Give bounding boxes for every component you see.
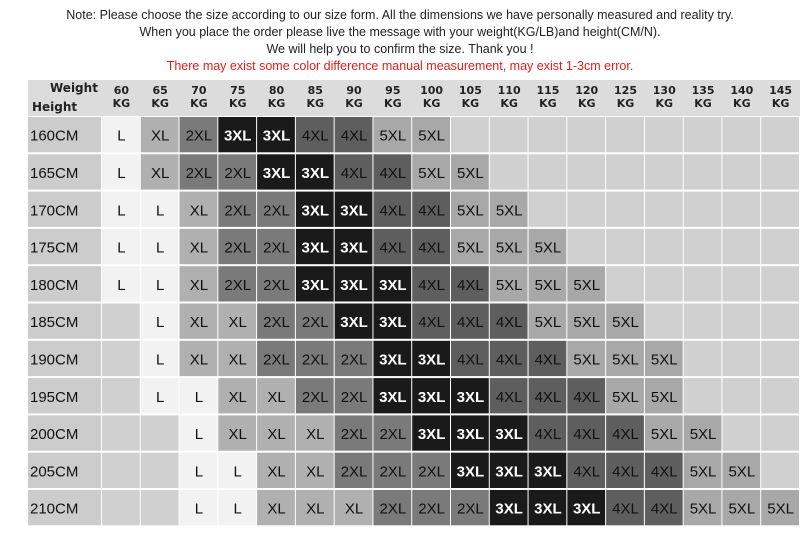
weight-header-unit: KG [345,97,363,110]
size-label: L [194,388,204,406]
size-label: 2XL [418,500,445,518]
weight-header-value: 120 [575,84,599,97]
size-label: 5XL [689,500,717,518]
size-label: 4XL [340,164,368,182]
size-cell [684,229,722,264]
size-cell [102,415,140,450]
note-line-3: We will help you to confirm the size. Thank you ! [266,42,534,56]
size-label: L [155,351,165,369]
size-label: 3XL [379,276,407,294]
size-cell [490,117,528,152]
size-cell [102,341,140,376]
size-label: 4XL [573,463,601,481]
size-label: 4XL [612,426,639,444]
size-label: 2XL [224,202,252,220]
size-label: 5XL [689,463,717,481]
weight-header-unit: KG [577,97,596,110]
size-cell [722,154,760,189]
size-cell [606,154,644,189]
size-cell [606,266,644,301]
size-label: 5XL [534,314,562,332]
weight-header-value: 85 [307,84,323,97]
size-cell [722,341,760,376]
size-label: 4XL [495,388,523,406]
size-label: 4XL [379,239,407,257]
size-cell [684,154,722,189]
weight-header-value: 125 [614,84,637,97]
size-label: XL [267,388,286,406]
size-cell [490,154,528,189]
size-label: 2XL [263,314,290,332]
size-label: L [117,276,126,294]
size-label: 2XL [379,500,407,518]
note-warning: There may exist some color difference manual measurement, may exist 1-3cm error. [166,59,634,73]
size-label: 3XL [572,500,601,518]
weight-header-value: 145 [769,84,793,97]
size-label: XL [306,426,325,444]
size-label: 4XL [418,276,445,294]
weight-header-value: 100 [420,84,444,97]
size-label: XL [150,127,170,145]
size-label: 3XL [534,500,562,518]
size-label: 4XL [457,314,484,332]
size-label: 3XL [495,500,523,518]
size-label: 2XL [185,164,213,182]
size-cell [102,453,140,488]
weight-header-unit: KG [771,97,790,110]
size-cell [722,415,760,450]
size-label: XL [189,351,209,369]
weight-header-unit: KG [267,97,286,110]
size-label: 3XL [301,276,330,294]
size-cell [761,304,799,339]
height-value: 190CM [30,351,79,369]
size-label: 5XL [573,351,601,369]
weight-header-unit: KG [384,97,402,110]
size-label: 3XL [456,463,485,481]
weight-header-value: 115 [536,84,560,97]
size-label: 4XL [495,351,523,369]
height-value: 165CM [30,164,79,182]
size-label: 2XL [263,239,290,257]
size-label: 3XL [495,463,523,481]
weight-header-value: 70 [191,84,207,97]
size-cell [102,378,140,413]
size-cell [567,229,605,264]
size-label: XL [306,500,325,518]
size-label: XL [228,351,247,369]
size-label: 4XL [379,202,407,220]
size-label: 5XL [457,164,484,182]
height-value: 210CM [30,500,79,518]
size-label: 2XL [379,426,407,444]
size-cell [722,192,760,227]
size-label: XL [267,500,286,518]
size-label: 5XL [379,127,407,145]
size-label: L [155,276,165,294]
size-label: XL [189,276,209,294]
size-label: 4XL [340,127,368,145]
size-label: 5XL [612,314,639,332]
size-label: L [155,239,165,257]
size-label: XL [267,463,286,481]
size-cell [102,490,140,525]
size-label: 5XL [650,351,678,369]
size-label: 4XL [612,500,639,518]
size-label: 4XL [612,463,639,481]
size-cell [684,341,722,376]
size-label: 4XL [650,463,678,481]
size-label: 2XL [224,239,252,257]
size-label: 2XL [340,388,368,406]
size-cell [645,117,683,152]
size-cell [761,378,799,413]
size-label: 3XL [417,388,446,406]
size-label: XL [306,463,325,481]
size-label: L [117,127,126,145]
weight-header-value: 95 [385,84,401,97]
size-label: 2XL [185,127,213,145]
size-cell [761,415,799,450]
size-cell [141,415,179,450]
size-cell [761,192,799,227]
size-label: 3XL [262,127,291,145]
size-label: 5XL [418,127,445,145]
weight-header-unit: KG [422,97,441,110]
size-cell [761,341,799,376]
weight-header-value: 140 [730,84,754,97]
height-value: 195CM [30,388,79,406]
size-label: 3XL [301,164,330,182]
size-cell [761,229,799,264]
size-label: L [117,164,126,182]
size-label: 3XL [340,202,368,220]
size-label: XL [189,202,209,220]
height-value: 170CM [30,202,79,220]
size-label: 4XL [301,127,329,145]
size-label: XL [228,388,247,406]
size-cell [722,304,760,339]
note-line-1: Note: Please choose the size according to our size form. All the dimensions we have personally measured and reality try. [66,8,734,22]
size-cell [141,453,179,488]
size-label: L [155,388,165,406]
weight-header-value: 90 [346,84,362,97]
size-label: 5XL [534,239,562,257]
size-cell [567,117,605,152]
size-label: 5XL [689,426,717,444]
weight-header-unit: KG [539,97,557,110]
size-cell [645,304,683,339]
size-label: 5XL [728,463,756,481]
weight-header-value: 75 [230,84,246,97]
height-value: 185CM [30,314,79,332]
size-label: 5XL [418,164,445,182]
weight-header-unit: KG [112,97,131,110]
size-label: 3XL [262,164,291,182]
weight-header-unit: KG [461,97,480,110]
size-label: 5XL [650,426,678,444]
weight-header-value: 65 [152,84,168,97]
size-label: 4XL [650,500,678,518]
weight-header-unit: KG [151,97,169,110]
size-label: 3XL [417,426,446,444]
weight-header-unit: KG [616,97,635,110]
size-cell [722,378,760,413]
size-cell [606,192,644,227]
size-cell [684,304,722,339]
height-value: 180CM [30,276,79,294]
size-cell [567,192,605,227]
size-label: 3XL [223,127,252,145]
size-label: 4XL [418,239,445,257]
size-label: 5XL [534,276,562,294]
size-cell [567,154,605,189]
size-label: 4XL [534,351,562,369]
size-label: 5XL [457,239,484,257]
size-label: 3XL [456,388,485,406]
size-label: 4XL [495,314,523,332]
weight-header-unit: KG [228,97,247,110]
size-cell [645,192,683,227]
size-cell [684,192,722,227]
weight-header-unit: KG [655,97,674,110]
size-label: 2XL [301,388,329,406]
size-cell [722,117,760,152]
size-cell [606,229,644,264]
size-label: 4XL [379,164,407,182]
size-label: 3XL [301,202,330,220]
size-label: 5XL [767,500,794,518]
size-label: 2XL [379,463,407,481]
height-corner-label: Height [32,100,78,114]
size-label: 2XL [301,351,329,369]
size-label: 3XL [495,426,523,444]
height-value: 160CM [30,127,79,145]
size-cell [529,117,567,152]
size-cell [684,117,722,152]
size-label: 5XL [728,500,756,518]
size-label: 2XL [263,351,290,369]
size-label: 5XL [457,202,484,220]
weight-header-unit: KG [190,97,208,110]
size-label: 5XL [573,314,601,332]
size-label: 2XL [418,463,445,481]
size-label: 5XL [650,388,678,406]
note-line-2: When you place the order please live the message with your weight(KG/LB)and height(CM/N). [139,25,661,39]
size-label: 3XL [379,388,407,406]
size-label: 5XL [612,388,639,406]
size-cell [141,490,179,525]
size-label: 3XL [340,276,368,294]
size-label: 4XL [573,388,601,406]
weight-header-value: 60 [113,84,130,97]
size-label: 2XL [457,500,484,518]
size-label: L [117,239,126,257]
weight-header-unit: KG [733,97,751,110]
size-label: L [117,202,126,220]
size-label: 2XL [263,276,290,294]
size-cell [684,378,722,413]
weight-header-value: 130 [652,84,676,97]
weight-header-value: 110 [497,84,521,97]
size-label: 5XL [495,276,523,294]
size-label: L [194,500,204,518]
weight-header-value: 105 [458,84,482,97]
weight-header-unit: KG [694,97,712,110]
size-cell [684,266,722,301]
size-label: 3XL [534,463,562,481]
size-label: 3XL [379,351,407,369]
size-cell [102,304,140,339]
size-label: XL [189,314,209,332]
size-label: XL [228,314,247,332]
size-label: XL [344,500,364,518]
size-label: 2XL [340,351,368,369]
size-cell [722,229,760,264]
weight-header-value: 80 [268,84,285,97]
size-label: 4XL [534,388,562,406]
size-cell [761,453,799,488]
size-cell [722,266,760,301]
weight-header-value: 135 [691,84,715,97]
height-value: 175CM [30,239,79,257]
size-label: 4XL [457,276,484,294]
height-value: 205CM [30,463,79,481]
size-label: 3XL [417,351,446,369]
size-label: 3XL [340,314,368,332]
size-label: 4XL [418,202,445,220]
size-label: 5XL [495,202,523,220]
size-label: 2XL [224,276,252,294]
size-label: 2XL [263,202,290,220]
weight-corner-label: Weight [50,81,98,95]
size-label: 5XL [495,239,523,257]
size-cell [606,117,644,152]
size-label: 2XL [340,463,368,481]
size-label: XL [267,426,286,444]
size-label: XL [228,426,247,444]
size-label: 5XL [612,351,639,369]
size-label: L [194,463,204,481]
size-cell [645,229,683,264]
size-cell [761,117,799,152]
size-cell [529,154,567,189]
size-label: L [194,426,204,444]
size-cell [529,192,567,227]
weight-header-unit: KG [500,97,518,110]
size-label: 2XL [301,314,329,332]
size-label: 2XL [340,426,368,444]
weight-header-unit: KG [306,97,325,110]
size-label: 3XL [379,314,407,332]
size-label: L [233,500,242,518]
header-row-bg [28,80,800,116]
size-label: L [155,202,165,220]
size-label: 4XL [573,426,601,444]
size-label: XL [150,164,170,182]
size-label: 5XL [573,276,601,294]
size-label: 2XL [224,164,252,182]
size-cell [645,266,683,301]
size-label: 3XL [340,239,368,257]
height-value: 200CM [30,426,79,444]
size-label: 4XL [457,351,484,369]
size-cell [451,117,489,152]
size-label: 3XL [301,239,330,257]
size-cell [761,154,799,189]
size-label: L [155,314,165,332]
size-label: L [233,463,242,481]
size-cell [645,154,683,189]
size-label: 4XL [534,426,562,444]
size-label: 3XL [456,426,485,444]
size-cell [761,266,799,301]
size-label: 4XL [418,314,445,332]
size-label: XL [189,239,209,257]
